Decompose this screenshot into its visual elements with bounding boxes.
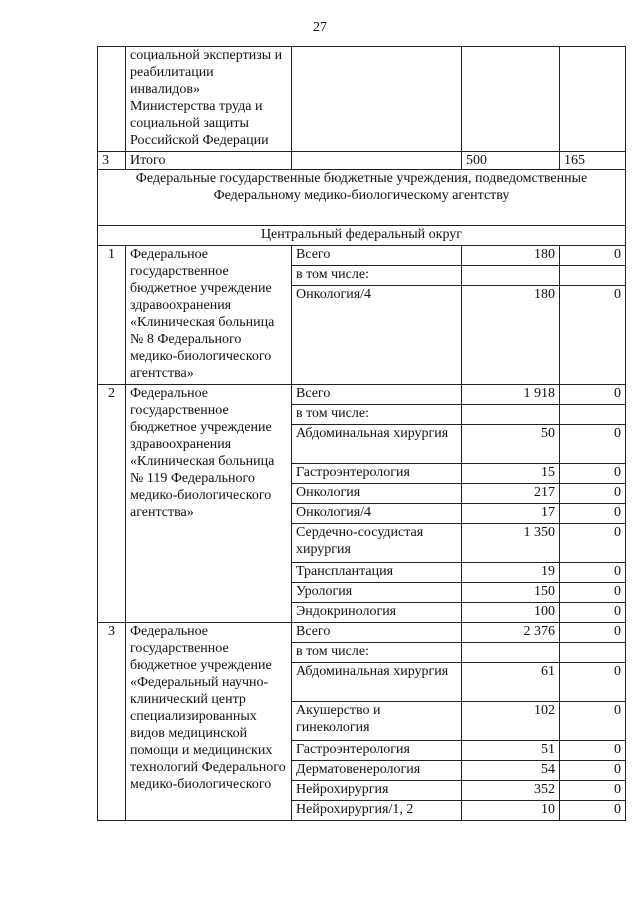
- total-value-a: 500: [462, 152, 560, 170]
- institution-name: Федеральное государственное бюджетное учреждение здравоохранения «Клиническая больница № 8 Федерального медико-биологического агентства»: [126, 246, 292, 385]
- profile-name: Гастроэнтерология: [292, 741, 462, 761]
- profile-name: Сердечно-сосудистая хирургия: [292, 524, 462, 563]
- profile-value: 352: [462, 781, 560, 801]
- row-number: 3: [98, 623, 126, 821]
- total-value-b: 165: [560, 152, 626, 170]
- profile-value: 10: [462, 801, 560, 821]
- profile-name: Абдоминальная хирургия: [292, 425, 462, 464]
- profile-value-2: 0: [560, 524, 626, 563]
- profile-value-2: 0: [560, 623, 626, 643]
- profile-name: Онкология/4: [292, 504, 462, 524]
- profile-name: Всего: [292, 246, 462, 266]
- profile-value: 19: [462, 563, 560, 583]
- profile-name: Трансплантация: [292, 563, 462, 583]
- profile-value-2: 0: [560, 781, 626, 801]
- profile-value: 150: [462, 583, 560, 603]
- profile-value: 15: [462, 464, 560, 484]
- profile-value: 17: [462, 504, 560, 524]
- institution-name: Федеральное государственное бюджетное учреждение «Федеральный научно-клинический центр специализированных видов медицинской помощи и медицинских технологий Федерального медико-биологического: [126, 623, 292, 821]
- profile-value: 100: [462, 603, 560, 623]
- table-row: [98, 385, 626, 405]
- profile-value: 61: [462, 663, 560, 702]
- profile-value: 50: [462, 425, 560, 464]
- profile-name: Абдоминальная хирургия: [292, 663, 462, 702]
- page-number: 27: [313, 20, 327, 35]
- row-number: 1: [98, 246, 126, 385]
- profile-value-2: 0: [560, 761, 626, 781]
- profile-value-2: 0: [560, 563, 626, 583]
- profile-value: 54: [462, 761, 560, 781]
- profile-name: Урология: [292, 583, 462, 603]
- table-row: [98, 170, 626, 226]
- profile-value: 1 350: [462, 524, 560, 563]
- profile-name: Всего: [292, 623, 462, 643]
- profile-name: в том числе:: [292, 266, 462, 286]
- profile-value-2: 0: [560, 425, 626, 464]
- profile-value: 180: [462, 286, 560, 385]
- table-row: [98, 246, 626, 266]
- profile-name: Акушерство и гинекология: [292, 702, 462, 741]
- profile-value-2: 0: [560, 504, 626, 524]
- institution-name: Федеральное государственное бюджетное учреждение здравоохранения «Клиническая больница № 119 Федерального медико-биологического агентства»: [126, 385, 292, 623]
- profile-name: Гастроэнтерология: [292, 464, 462, 484]
- district-header: Центральный федеральный округ: [98, 226, 626, 246]
- profile-value: 180: [462, 246, 560, 266]
- quota-table: [97, 46, 626, 821]
- agency-header: Федеральные государственные бюджетные учреждения, подведомственные Федеральному медико-биологическому агентству: [98, 170, 626, 226]
- profile-name: Эндокринология: [292, 603, 462, 623]
- profile-value-2: 0: [560, 702, 626, 741]
- profile-name: Онкология: [292, 484, 462, 504]
- profile-name: в том числе:: [292, 643, 462, 663]
- profile-value: 217: [462, 484, 560, 504]
- profile-value-2: 0: [560, 603, 626, 623]
- profile-name: Нейрохирургия/1, 2: [292, 801, 462, 821]
- profile-value-2: 0: [560, 246, 626, 266]
- institution-name: социальной экспертизы и реабилитации инвалидов» Министерства труда и социальной защиты Российской Федерации: [126, 47, 292, 152]
- profile-value-2: 0: [560, 663, 626, 702]
- profile-value-2: 0: [560, 464, 626, 484]
- profile-value: 1 918: [462, 385, 560, 405]
- profile-name: Онкология/4: [292, 286, 462, 385]
- profile-name: Всего: [292, 385, 462, 405]
- profile-value: 2 376: [462, 623, 560, 643]
- profile-value: 51: [462, 741, 560, 761]
- total-label: Итого: [126, 152, 292, 170]
- row-number: 3: [98, 152, 126, 170]
- profile-name: Нейрохирургия: [292, 781, 462, 801]
- total-row: [98, 152, 626, 170]
- profile-name: в том числе:: [292, 405, 462, 425]
- row-number: 2: [98, 385, 126, 623]
- profile-value-2: 0: [560, 741, 626, 761]
- table-row: [98, 226, 626, 246]
- profile-value-2: 0: [560, 801, 626, 821]
- table-row: [98, 623, 626, 643]
- profile-value: 102: [462, 702, 560, 741]
- profile-name: Дерматовенерология: [292, 761, 462, 781]
- table-row: [98, 47, 626, 152]
- profile-value-2: 0: [560, 484, 626, 504]
- profile-value-2: 0: [560, 385, 626, 405]
- profile-value-2: 0: [560, 286, 626, 385]
- profile-value-2: 0: [560, 583, 626, 603]
